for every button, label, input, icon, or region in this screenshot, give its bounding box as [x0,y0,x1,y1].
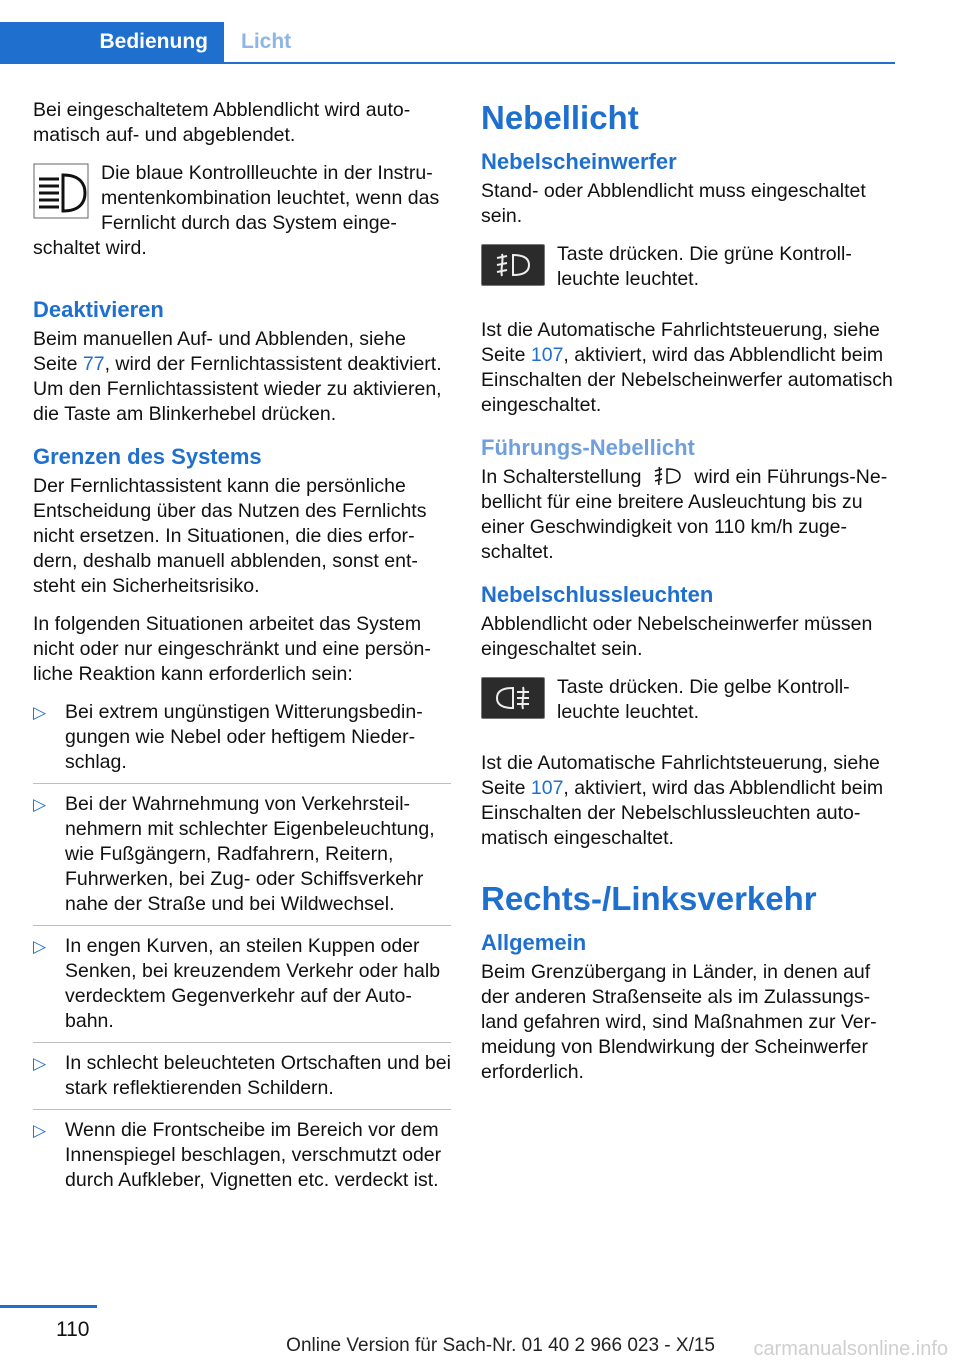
general-paragraph: Beim Grenzübergang in Länder, in denen auf der anderen Straßenseite als im Zulassungsland gefahren wird, sind Maßnahmen zur Vermeidung von Blendwirkung der Scheinwerfer erforderlich. [481,961,877,1083]
rear-fog-paragraph-1: Abblendlicht oder Nebelscheinwerfer müssen eingeschaltet sein. [481,613,873,660]
list-item [33,792,451,926]
front-fog-text-post: , aktiviert, wird das Abblendlicht beim Einschalten der Nebelscheinwerfer automatisch eingeschaltet. [481,344,893,416]
heading-grenzen: Grenzen des Systems [33,444,262,469]
triangle-bullet-icon: ▷ [33,937,47,956]
list-item [33,700,451,784]
list-item [33,934,451,1043]
triangle-bullet-icon: ▷ [33,795,47,814]
heading-fuehrungs-nebellicht: Führungs-Nebellicht [481,435,695,460]
right-column [481,98,899,1098]
limitations-list [33,700,451,1201]
limits-paragraph-2: In folgenden Situationen arbeitet das System nicht oder nur eingeschränkt und eine persönliche Reaktion kann erforderlich sein: [33,613,431,685]
list-item-text: In schlecht beleuchteten Ortschaften und bei stark reflektierenden Schildern. [65,1052,451,1099]
guide-text-pre: In Schalterstellung [481,466,647,488]
heading-allgemein: Allgemein [481,930,587,955]
triangle-bullet-icon: ▷ [33,1054,47,1073]
guide-paragraph [481,465,899,565]
front-fog-paragraph-1: Stand- oder Abblendlicht muss eingeschaltet sein. [481,180,866,227]
front-fog-button-text: Taste drücken. Die grüne Kontrollleuchte leuchtet. [557,243,852,290]
deactivate-text-post: , wird der Fernlichtassistent deaktiviert. Um den Fernlichtassistent wieder zu aktivieren, die Taste am Blinkerhebel drücken. [33,353,442,425]
deactivate-paragraph [33,327,451,427]
rear-fog-button-note [481,675,899,738]
triangle-bullet-icon: ▷ [33,1121,47,1140]
page-number: 110 [56,1318,90,1341]
footer-divider [0,1305,97,1308]
triangle-bullet-icon: ▷ [33,703,47,722]
high-beam-indicator-note [33,161,451,274]
list-item-text: Wenn die Frontscheibe im Bereich vor dem Innenspiegel beschlagen, verschmutzt oder durch Aufkleber, Vignetten etc. verdeckt ist. [65,1119,442,1191]
limits-paragraph-1: Der Fernlichtassistent kann die persönliche Entscheidung über das Nutzen des Fernlichts nicht ersetzen. In Situationen, die dies erfordern, deshalb manuell abblenden, sonst entsteht ein Sicherheitsrisiko. [33,475,427,597]
rear-fog-text-post: , aktiviert, wird das Abblendlicht beim Einschalten der Nebelschlussleuchten automatisch eingeschaltet. [481,777,884,849]
list-item-text: In engen Kurven, an steilen Kuppen oder Senken, bei kreuzendem Verkehr oder halb verdecktem Gegenverkehr auf der Autobahn. [65,935,441,1032]
footer-version-text: Online Version für Sach-Nr. 01 40 2 966 023 - X/15 [286,1335,715,1356]
tab-bedienung[interactable]: Bedienung [0,22,224,62]
front-fog-button-note [481,242,899,305]
heading-deaktivieren: Deaktivieren [33,297,164,322]
title-rechts-linksverkehr: Rechts-/Linksverkehr [481,880,817,917]
rear-fog-button-text: Taste drücken. Die gelbe Kontrollleuchte leuchtet. [557,676,850,723]
rear-fog-button-icon [481,677,545,719]
list-item-text: Bei der Wahrnehmung von Verkehrsteilnehmern mit schlechter Eigenbeleuchtung, wie Fußgängern, Radfahrern, Reitern, Fuhrwerken, bei Zug- oder Schiffsverkehr nahe der Straße und bei Wildwechsel. [65,793,435,915]
title-nebellicht: Nebellicht [481,99,639,136]
page-link-107[interactable]: 107 [530,777,564,799]
rear-fog-paragraph-2 [481,751,899,851]
guide-text-post: wird ein Führungs-Nebellicht für eine breitere Ausleuchtung bis zu einer Geschwindigkeit von 110 km/h zugeschaltet. [481,466,888,563]
front-fog-paragraph-2 [481,318,899,418]
high-beam-assist-icon [33,163,89,219]
front-fog-text-pre: Ist die Automatische Fahrlichtsteuerung, siehe Seite [481,319,880,366]
deactivate-text-pre: Beim manuellen Auf- und Abblenden, siehe Seite [33,328,406,375]
indicator-text: Die blaue Kontrollleuchte in der Instrumentenkombination leuchtet, wenn das Fernlicht durch das System eingeschaltet wird. [33,162,440,259]
switch-position-icon [653,466,683,486]
heading-nebelscheinwerfer: Nebelscheinwerfer [481,149,677,174]
rear-fog-text-pre: Ist die Automatische Fahrlichtsteuerung, siehe Seite [481,752,880,799]
list-item [33,1118,451,1201]
tab-licht[interactable]: Licht [241,30,292,53]
list-item-text: Bei extrem ungünstigen Witterungsbedingungen wie Nebel oder heftigem Niederschlag. [65,701,423,773]
left-column [33,98,451,1209]
watermark: carmanualsonline.info [753,1338,948,1360]
heading-nebelschlussleuchten: Nebelschlussleuchten [481,582,714,607]
list-item [33,1051,451,1110]
page-link-107[interactable]: 107 [530,344,564,366]
header-tabs [0,0,895,64]
front-fog-button-icon [481,244,545,286]
page-link-77[interactable]: 77 [82,353,105,375]
intro-paragraph: Bei eingeschaltetem Abblendlicht wird automatisch auf- und abgeblendet. [33,99,411,146]
